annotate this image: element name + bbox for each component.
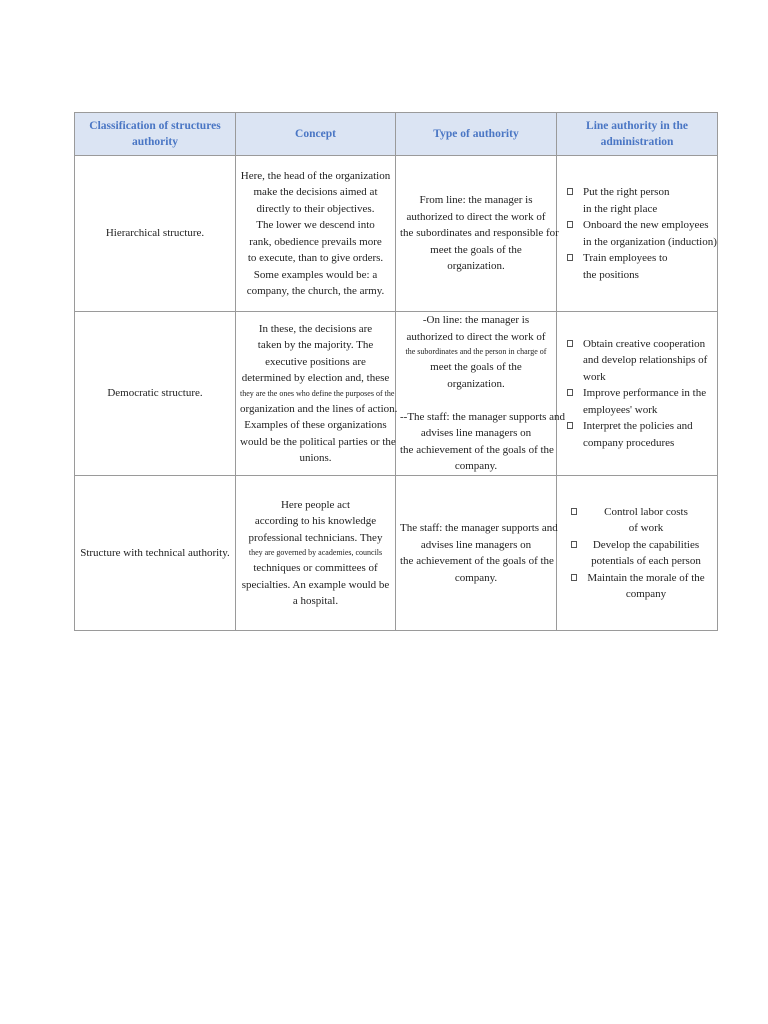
concept-line: executive positions are <box>265 355 366 368</box>
concept-cell <box>236 312 396 476</box>
classification-text: Democratic structure. <box>107 387 203 400</box>
authority-spacer <box>400 392 552 409</box>
concept-line: directly to their objectives. <box>256 202 375 215</box>
concept-line: The lower we descend into <box>256 219 375 231</box>
authority-cell <box>396 312 566 476</box>
list-item <box>567 570 713 603</box>
header-classification <box>75 113 236 156</box>
concept-line: unions. <box>299 452 332 464</box>
classification-text: Hierarchical structure. <box>105 227 205 240</box>
list-item-line: Control labor costs <box>604 505 688 518</box>
list-item <box>567 504 713 537</box>
concept-line: rank, obedience prevails more <box>249 235 382 248</box>
concept-line: determined by election and, these <box>241 372 390 384</box>
list-item-line: in the right place <box>583 202 658 215</box>
header-text-line: Line authority in the <box>586 120 688 132</box>
table-row-technical <box>75 476 718 631</box>
authority-cell <box>396 156 557 312</box>
concept-line: to execute, than to give orders. <box>247 252 384 264</box>
list-item <box>567 385 713 418</box>
bullet-box-icon <box>567 340 573 347</box>
header-text-line: Classification of structures <box>89 120 221 132</box>
header-line-authority <box>557 113 718 156</box>
authority-line: the achievement of the goals of the <box>400 443 554 456</box>
authority-line: The staff: the manager supports and <box>400 522 558 534</box>
list-item-line: Maintain the morale of the <box>587 571 705 584</box>
header-text-line: authority <box>132 136 178 148</box>
list-item <box>567 250 713 283</box>
authority-line: advises line managers on <box>420 538 532 551</box>
line-authority-cell <box>557 156 718 312</box>
list-item <box>567 184 713 217</box>
concept-line: a hospital. <box>292 595 339 607</box>
authority-line: the subordinates and responsible for <box>400 227 559 240</box>
list-item-line: in the organization (induction) <box>583 235 717 248</box>
bullet-box-icon <box>567 221 573 228</box>
list-item-line: potentials of each person <box>591 555 701 567</box>
header-text-line: administration <box>600 136 674 148</box>
list-item-line: of work <box>628 522 664 534</box>
authority-line: From line: the manager is <box>419 194 533 207</box>
table-row-hierarchical <box>75 156 718 312</box>
concept-line: organization and the lines of action. <box>240 402 398 415</box>
table-row-democratic <box>75 312 718 476</box>
authority-line: the subordinates and the person in charge of <box>405 347 547 357</box>
concept-line: taken by the majority. The <box>257 339 374 351</box>
list-item <box>567 336 713 386</box>
bullet-box-icon <box>571 541 577 548</box>
header-type-of-authority <box>396 113 557 156</box>
list-item-line: Develop the capabilities <box>592 538 700 551</box>
concept-line: professional technicians. They <box>248 531 383 544</box>
concept-line: according to his knowledge <box>254 515 377 527</box>
concept-line: they are governed by academies, councils <box>248 548 383 557</box>
classification-cell <box>75 156 236 312</box>
authority-line: the achievement of the goals of the <box>400 555 554 567</box>
authority-line: company. <box>454 571 498 584</box>
concept-line: techniques or committees of <box>253 562 378 574</box>
concept-cell <box>236 476 396 631</box>
bullet-box-icon <box>571 508 577 515</box>
list-item-line: company <box>625 588 667 600</box>
authority-line: -On line: the manager is <box>422 314 530 327</box>
concept-line: Here people act <box>280 498 350 511</box>
authority-cell <box>396 476 557 631</box>
line-authority-list <box>561 504 713 603</box>
line-authority-list <box>561 184 717 283</box>
bullet-box-icon <box>571 574 577 581</box>
list-item <box>567 537 713 570</box>
concept-line: company, the church, the army. <box>246 285 385 297</box>
line-authority-cell <box>557 476 718 631</box>
concept-line: In these, the decisions are <box>258 322 373 335</box>
list-item-line: Improve performance in the <box>583 387 707 400</box>
authority-line: advises line managers on <box>420 427 532 440</box>
bullet-box-icon <box>567 188 573 195</box>
header-text-line: Type of authority <box>433 128 519 140</box>
classification-cell <box>75 312 236 476</box>
concept-line: would be the political parties or the <box>240 435 396 448</box>
concept-cell <box>236 156 396 312</box>
authority-line: organization. <box>447 260 505 273</box>
list-item-line: company procedures <box>583 436 675 449</box>
list-item-line: Onboard the new employees <box>583 219 709 231</box>
authority-line: organization. <box>447 377 505 390</box>
list-item-line: work <box>583 370 606 383</box>
list-item-line: Obtain creative cooperation <box>583 337 706 350</box>
authority-structures-table <box>74 112 718 631</box>
list-item-line: Interpret the policies and <box>583 420 693 433</box>
concept-line: specialties. An example would be <box>241 578 390 591</box>
concept-line: make the decisions aimed at <box>253 186 378 198</box>
list-item-line: the positions <box>583 268 639 281</box>
list-item-line: Put the right person <box>583 186 670 198</box>
authority-line: meet the goals of the <box>430 243 522 256</box>
line-authority-cell <box>557 312 718 476</box>
list-item-line: employees' work <box>583 403 658 416</box>
concept-line: Examples of these organizations <box>244 419 387 431</box>
classification-text: Structure with technical authority. <box>80 546 230 559</box>
list-item-line: and develop relationships of <box>583 354 708 367</box>
authority-line: authorized to direct the work of <box>406 330 546 343</box>
line-authority-list <box>561 336 713 452</box>
bullet-box-icon <box>567 422 573 429</box>
list-item <box>567 217 717 250</box>
bullet-box-icon <box>567 254 573 261</box>
bullet-box-icon <box>567 389 573 396</box>
header-text-line: Concept <box>295 128 336 140</box>
concept-line: they are the ones who define the purposes of the <box>240 388 395 398</box>
authority-line: --The staff: the manager supports and <box>400 410 566 423</box>
list-item <box>567 418 713 451</box>
authority-line: company. <box>454 460 498 473</box>
list-item-line: Train employees to <box>583 252 668 264</box>
authority-line: meet the goals of the <box>430 361 522 374</box>
header-concept <box>236 113 396 156</box>
classification-cell <box>75 476 236 631</box>
concept-line: Here, the head of the organization <box>240 169 391 182</box>
authority-line: authorized to direct the work of <box>406 210 546 223</box>
table-header-row <box>75 113 718 156</box>
concept-line: Some examples would be: a <box>253 268 378 281</box>
